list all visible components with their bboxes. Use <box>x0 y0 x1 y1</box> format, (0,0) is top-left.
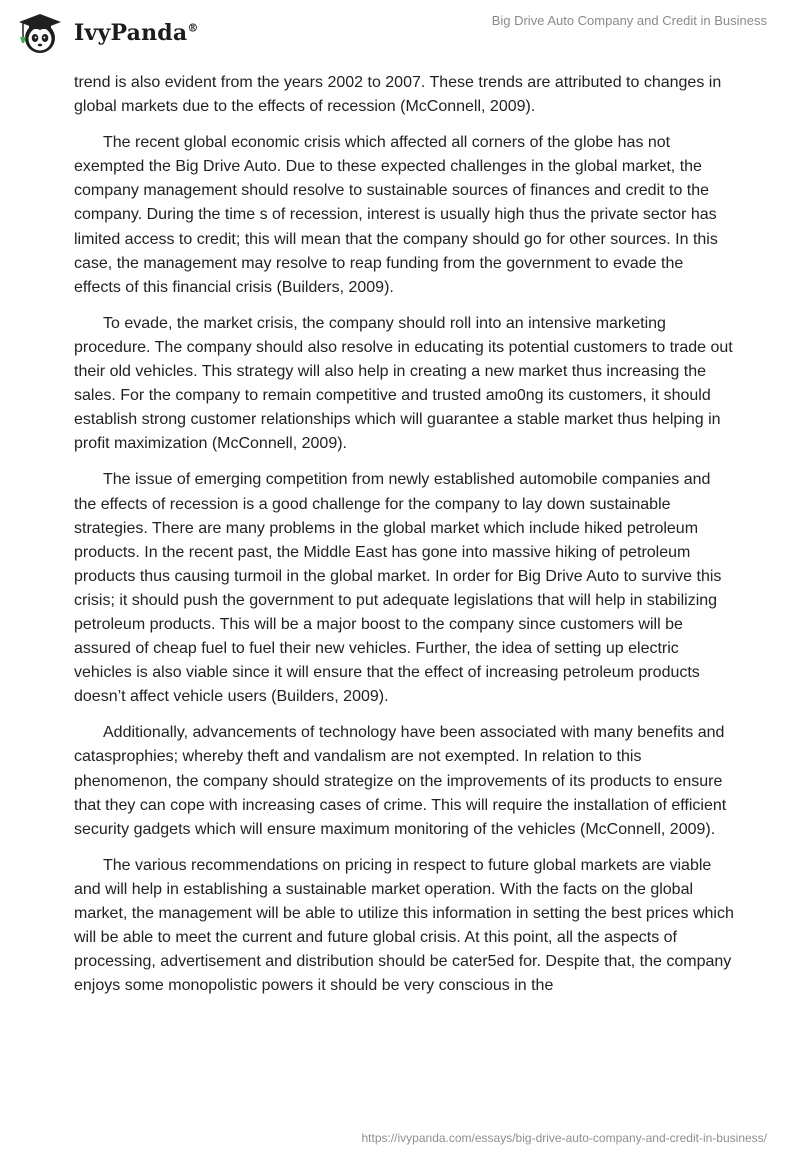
panda-graduate-icon <box>14 8 66 56</box>
ivypanda-logo[interactable] <box>14 8 214 56</box>
paragraph: The recent global economic crisis which affected all corners of the globe has not exempted the Big Drive Auto. Due to these expected challenges in the global market, the company management should resolve to sustainable sources of finances and credit to the company. During the time s of recession, interest is usually high thus the private sector has limited access to credit; this will mean that the company should go for other sources. In this case, the management may resolve to reap funding from the government to evade the effects of this financial crisis (Builders, 2009). <box>74 134 718 296</box>
source-url[interactable]: https://ivypanda.com/essays/big-drive-auto-company-and-credit-in-business/ <box>361 1131 767 1145</box>
trademark-symbol: ® <box>187 21 199 35</box>
essay-body <box>74 71 734 1010</box>
paragraph: The various recommendations on pricing in respect to future global markets are viable and will help in establishing a sustainable market operation. With the facts on the global market, the management will be able to utilize this information in setting the best prices which will be able to meet the current and future global crisis. At this point, all the aspects of processing, advertisement and distribution should be cater5ed for. Despite that, the company enjoys some monopolistic powers it should be very conscious in the <box>74 856 734 995</box>
page-header <box>0 0 800 70</box>
paragraph: To evade, the market crisis, the company should roll into an intensive marketing procedure. The company should also resolve in educating its potential customers to trade out their old vehicles. This strategy will also help in creating a new market thus increasing the sales. For the company to remain competitive and trusted amo0ng its customers, it should establish strong customer relationships which will guarantee a stable market thus helping in profit maximization (McConnell, 2009). <box>74 314 733 453</box>
document-title: Big Drive Auto Company and Credit in Business <box>491 13 767 28</box>
paragraph: Additionally, advancements of technology have been associated with many benefits and catasprophies; whereby theft and vandalism are not exempted. In relation to this phenomenon, the company should strategize on the improvements of its products to ensure that they can cope with increasing cases of crime. This will require the installation of efficient security gadgets which will ensure maximum monitoring of the vehicles (McConnell, 2009). <box>74 724 727 838</box>
brand-name: IvyPanda® <box>74 20 199 46</box>
paragraph: The issue of emerging competition from newly established automobile companies and the effects of recession is a good challenge for the company to lay down sustainable strategies. There are many problems in the global market which include hiked petroleum products. In the recent past, the Middle East has gone into massive hiking of petroleum products thus causing turmoil in the global market. In order for Big Drive Auto to survive this crisis; it should push the government to put adequate legislations that will help in stabilizing petroleum products. This will be a major boost to the company since customers will be assured of cheap fuel to fuel their new vehicles. Further, the idea of setting up electric vehicles is also viable since it will ensure that the effect of increasing petroleum products doesn’t affect vehicle users (Builders, 2009). <box>74 471 722 706</box>
paragraph: trend is also evident from the years 2002 to 2007. These trends are attributed to changes in global markets due to the effects of recession (McConnell, 2009). <box>74 74 722 116</box>
